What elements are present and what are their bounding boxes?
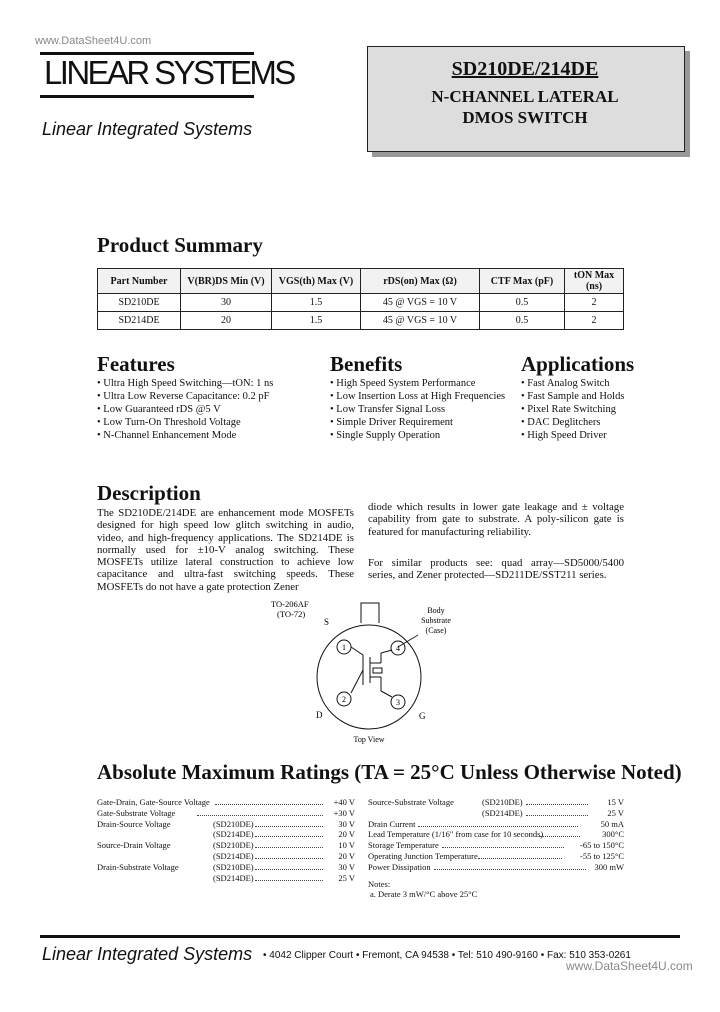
body-label-2: Substrate (421, 616, 451, 625)
list-item: • Low Transfer Signal Loss (330, 404, 446, 415)
cell: 20 (181, 312, 272, 330)
rating-row (97, 873, 355, 884)
footer-rule (40, 935, 680, 938)
ratings-right (368, 797, 624, 900)
pin-4-label: 4 (396, 644, 400, 653)
label-s: S (324, 617, 330, 627)
table-header-row (98, 269, 624, 294)
list-item: • High Speed System Performance (330, 378, 476, 389)
cell: SD210DE (98, 294, 181, 312)
list-item: • Ultra High Speed Switching—tON: 1 ns (97, 378, 274, 389)
rating-value: +30 V (333, 807, 355, 818)
rating-part: (SD214DE) (213, 850, 254, 861)
rating-label: Storage Temperature (368, 840, 439, 851)
benefits-list (330, 377, 505, 442)
rating-part: (SD214DE) (213, 829, 254, 840)
rating-value: 20 V (338, 829, 355, 840)
list-item: • DAC Deglitchers (521, 417, 601, 428)
rating-part: (SD214DE) (213, 872, 254, 883)
body-label-1: Body (427, 606, 445, 615)
rating-row (97, 851, 355, 862)
cell: 30 (181, 294, 272, 312)
col-vbrds: V(BR)DS Min (V) (181, 269, 272, 294)
col-rdson: rDS(on) Max (Ω) (361, 269, 480, 294)
features-list (97, 377, 273, 442)
cell: 0.5 (480, 294, 565, 312)
description-right-2: For similar products see: quad array—SD5000/5400 series, and Zener protected—SD211DE/SST211 series. (368, 557, 624, 582)
label-g: G (419, 711, 426, 721)
rating-label: Gate-Drain, Gate-Source Voltage (97, 797, 210, 807)
ratings-heading: Absolute Maximum Ratings (TA = 25°C Unless Otherwise Noted) (97, 760, 682, 784)
product-summary-table (97, 268, 624, 330)
rating-label: Drain-Source Voltage (97, 818, 171, 829)
package-name: TO-206AF (271, 599, 309, 609)
list-item: • Low Turn-On Threshold Voltage (97, 417, 241, 428)
rating-label: Drain-Substrate Voltage (97, 861, 179, 872)
pin-2-label: 2 (342, 695, 346, 704)
top-view-label: Top View (353, 735, 385, 744)
rating-value: 30 V (338, 861, 355, 872)
rating-row (97, 797, 355, 808)
pin-1-label: 1 (342, 643, 346, 652)
cell: SD214DE (98, 312, 181, 330)
list-item: • High Speed Driver (521, 430, 607, 441)
rating-row (368, 862, 624, 873)
cell: 45 @ VGS = 10 V (361, 312, 480, 330)
cell: 0.5 (480, 312, 565, 330)
rating-value: 300 mW (594, 861, 624, 872)
rating-part: (SD214DE) (482, 807, 523, 818)
cell: 1.5 (272, 312, 361, 330)
rating-label: Source-Drain Voltage (97, 840, 171, 851)
cell: 45 @ VGS = 10 V (361, 294, 480, 312)
ratings-left (97, 797, 355, 883)
rating-row (368, 829, 624, 840)
list-item: • Fast Analog Switch (521, 378, 610, 389)
applications-list (521, 377, 624, 442)
rating-part: (SD210DE) (213, 840, 254, 851)
list-item: • Low Guaranteed rDS @5 V (97, 404, 221, 415)
rating-row (97, 829, 355, 840)
list-item: • Low Insertion Loss at High Frequencies (330, 391, 506, 402)
rating-row (368, 840, 624, 851)
benefits-heading: Benefits (330, 352, 403, 376)
description-right-1: diode which results in lower gate leakage and ± voltage capability from gate to substrate. A poly-silicon gate is featured for manufacturing reliability. (368, 501, 624, 538)
rating-value: 30 V (338, 818, 355, 829)
watermark-bottom[interactable]: www.DataSheet4U.com (566, 959, 693, 973)
pin-3-label: 3 (396, 698, 400, 707)
rating-value: -55 to 125°C (579, 850, 624, 861)
company-subtitle: Linear Integrated Systems (42, 119, 253, 139)
footer-address: • 4042 Clipper Court • Fremont, CA 94538 • Tel: 510 490-9160 • Fax: 510 353-0261 (263, 950, 631, 961)
table-row (98, 294, 624, 312)
body-label-3: (Case) (425, 626, 447, 635)
rating-label: Operating Junction Temperature (368, 850, 478, 861)
rating-row (97, 808, 355, 819)
rating-label: Gate-Substrate Voltage (97, 807, 176, 818)
rating-value: 25 V (338, 872, 355, 883)
rating-value: 15 V (607, 797, 624, 807)
rating-row (368, 797, 624, 808)
label-d: D (316, 710, 323, 720)
cell: 2 (565, 294, 624, 312)
rating-label: Lead Temperature (1/16" from case for 10 seconds) (368, 829, 544, 840)
list-item: • Single Supply Operation (330, 430, 441, 441)
rating-row (368, 851, 624, 862)
table-row (98, 312, 624, 330)
company-logo: LINEAR SYSTEMS (44, 54, 294, 91)
cell: 2 (565, 312, 624, 330)
rating-part: (SD210DE) (213, 818, 254, 829)
rating-part: (SD210DE) (213, 861, 254, 872)
applications-heading: Applications (521, 352, 635, 376)
product-summary-heading: Product Summary (97, 233, 263, 257)
notes-title: Notes: (368, 878, 391, 889)
rating-part: (SD210DE) (482, 797, 523, 807)
package-diagram (265, 595, 465, 747)
title-line-2: DMOS SWITCH (462, 108, 588, 127)
list-item: • Pixel Rate Switching (521, 404, 616, 415)
rating-row (97, 840, 355, 851)
description-heading: Description (97, 481, 201, 505)
cell: 1.5 (272, 294, 361, 312)
rating-label: Power Dissipation (368, 861, 431, 872)
rating-row (97, 819, 355, 830)
title-line-1: N-CHANNEL LATERAL (431, 87, 619, 106)
rating-value: 50 mA (600, 818, 624, 829)
features-heading: Features (97, 352, 175, 376)
mosfet-symbol (351, 647, 392, 697)
col-vgsth: VGS(th) Max (V) (272, 269, 361, 294)
rating-label: Source-Substrate Voltage (368, 797, 454, 807)
note-a: a. Derate 3 mW/°C above 25°C (370, 889, 478, 900)
rating-value: 20 V (338, 850, 355, 861)
watermark-top[interactable]: www.DataSheet4U.com (35, 35, 152, 47)
package-alt: (TO-72) (277, 609, 306, 619)
rating-value: 25 V (607, 807, 624, 818)
part-number-title: SD210DE/214DE (451, 58, 599, 80)
description-left: The SD210DE/214DE are enhancement mode MOSFETs designed for high speed low glitch switching in audio, video, and high-frequency applications. The SD214DE is normally used for ±10-V analog switching. These MOSFETs utilize lateral construction to achieve low capacitance and ultra-fast switching speeds. These MOSFETs do not have a gate protection Zener (97, 507, 354, 593)
rating-label: Drain Current (368, 818, 416, 829)
list-item: • Simple Driver Requirement (330, 417, 453, 428)
col-ctf: CTF Max (pF) (480, 269, 565, 294)
rating-value: +40 V (333, 797, 355, 807)
list-item: • Fast Sample and Holds (521, 391, 625, 402)
col-part-number: Part Number (98, 269, 181, 294)
list-item: • N-Channel Enhancement Mode (97, 430, 237, 441)
rating-row (368, 819, 624, 830)
rating-row (368, 808, 624, 819)
footer-brand: Linear Integrated Systems (42, 944, 253, 964)
rating-value: 10 V (338, 840, 355, 851)
rating-value: 300°C (602, 829, 624, 840)
col-ton: tON Max (ns) (565, 269, 624, 294)
list-item: • Ultra Low Reverse Capacitance: 0.2 pF (97, 391, 270, 402)
rating-value: -65 to 150°C (579, 840, 624, 851)
rating-row (97, 862, 355, 873)
